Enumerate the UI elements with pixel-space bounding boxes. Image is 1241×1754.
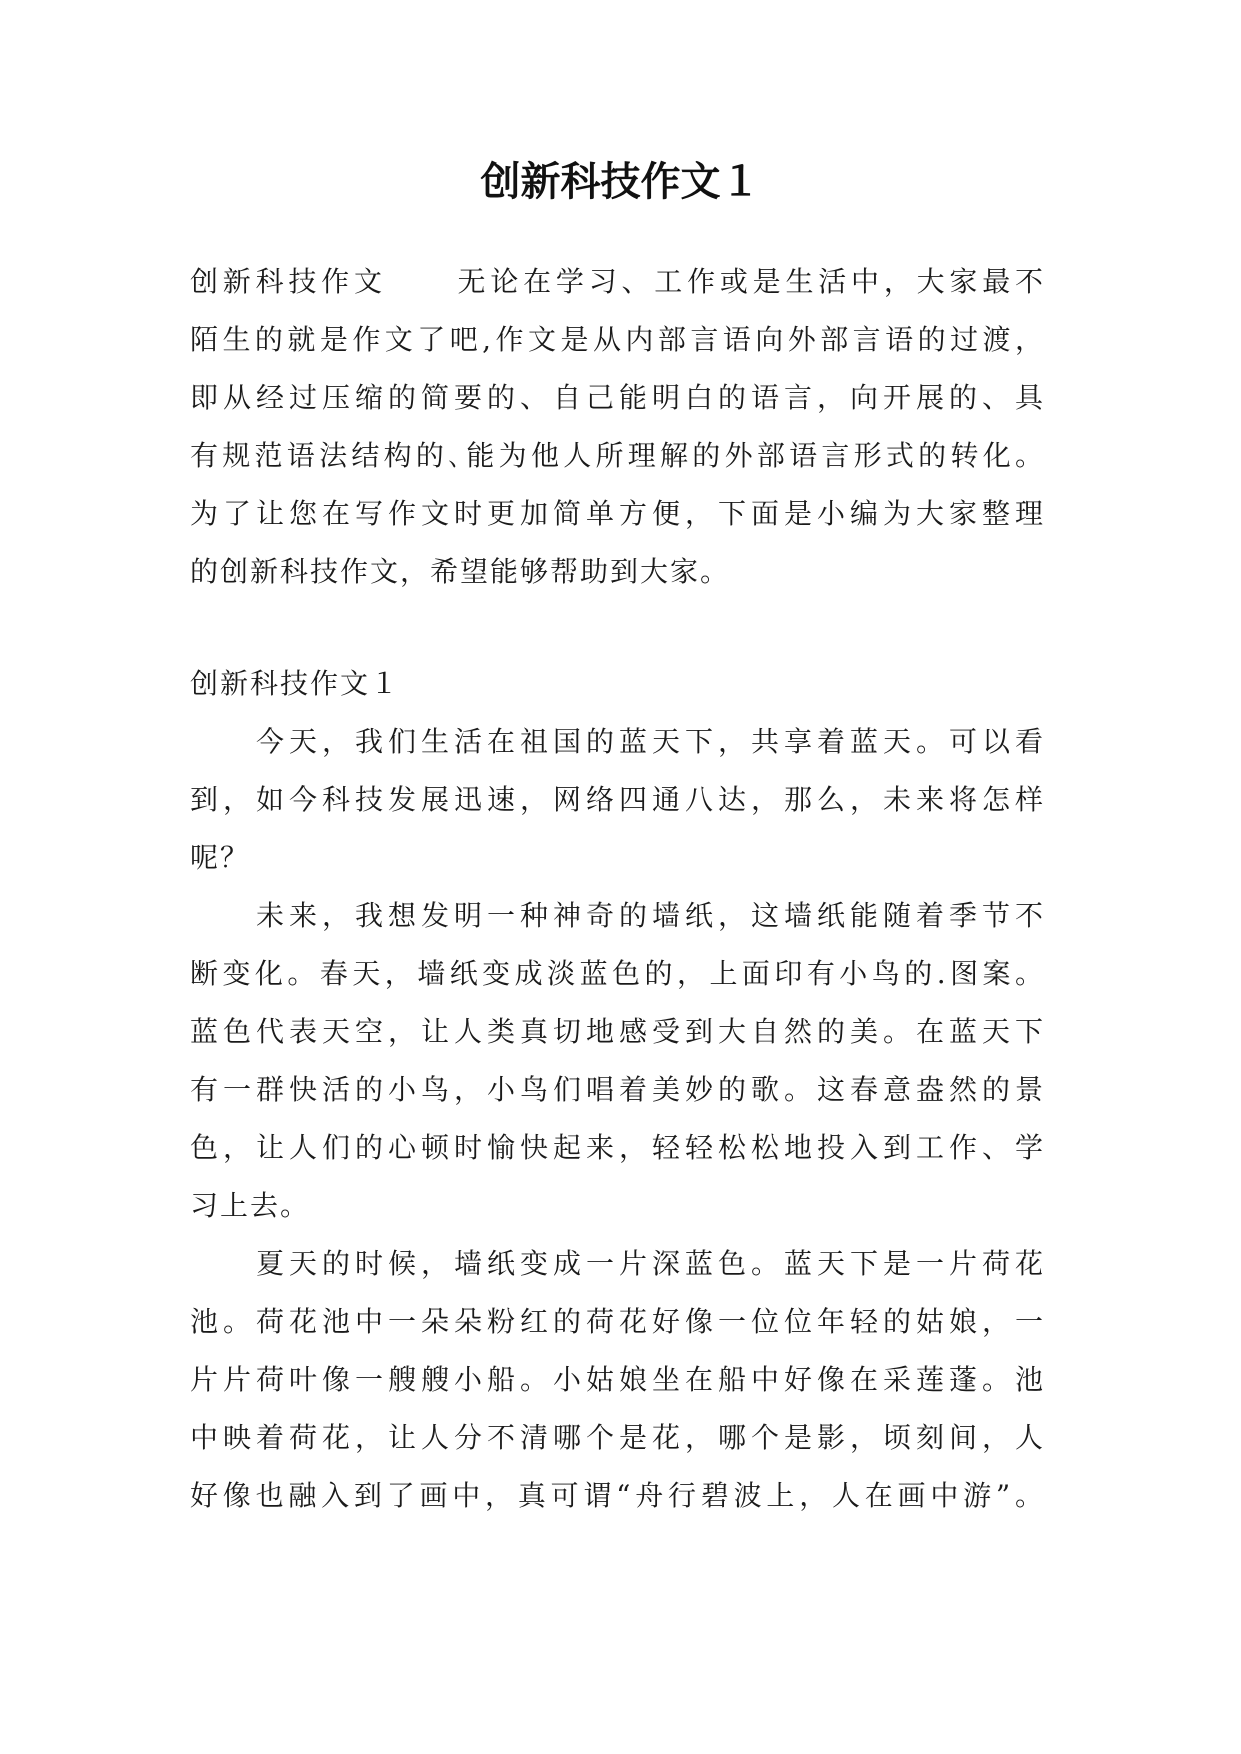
section-heading: 创新科技作文１ bbox=[190, 667, 401, 700]
intro-line-6: 的创新科技作文，希望能够帮助到大家。 bbox=[190, 555, 731, 588]
para2-line-3: 蓝色代表天空，让人类真切地感受到大自然的美。在蓝天下 bbox=[190, 1015, 1045, 1048]
para2-line-5: 色，让人们的心顿时愉快起来，轻轻松松地投入到工作、学 bbox=[190, 1131, 1045, 1164]
para1-line-2: 到，如今科技发展迅速，网络四通八达，那么，未来将怎样 bbox=[190, 783, 1045, 816]
para3-line-2: 池。荷花池中一朵朵粉红的荷花好像一位位年轻的姑娘，一 bbox=[190, 1305, 1045, 1338]
para2-line-4: 有一群快活的小鸟，小鸟们唱着美妙的歌。这春意盎然的景 bbox=[190, 1073, 1045, 1106]
intro-line-4: 有规范语法结构的､能为他人所理解的外部语言形式的转化。 bbox=[190, 439, 1045, 472]
para3-line-4: 中映着荷花，让人分不清哪个是花，哪个是影，顷刻间，人 bbox=[190, 1421, 1045, 1454]
document-title: 创新科技作文１ bbox=[480, 158, 761, 205]
para2-line-6: 习上去。 bbox=[190, 1189, 311, 1222]
intro-line-1 bbox=[190, 262, 1045, 302]
para1-line-3: 呢？ bbox=[190, 841, 251, 874]
para3-line-5: 好像也融入到了画中，真可谓“舟行碧波上，人在画中游”。 bbox=[190, 1479, 1045, 1512]
para3-line-3: 片片荷叶像一艘艘小船。小姑娘坐在船中好像在采莲蓬。池 bbox=[190, 1363, 1045, 1396]
intro-line-2: 陌生的就是作文了吧,作文是从内部言语向外部言语的过渡， bbox=[190, 323, 1045, 356]
intro-line-3: 即从经过压缩的简要的、自己能明白的语言，向开展的、具 bbox=[190, 381, 1045, 414]
intro-text-1: 无论在学习、工作或是生活中，大家最不 bbox=[454, 265, 1045, 298]
para1-line-1: 今天，我们生活在祖国的蓝天下，共享着蓝天。可以看 bbox=[256, 725, 1045, 758]
para2-line-1: 未来，我想发明一种神奇的墙纸，这墙纸能随着季节不 bbox=[256, 899, 1045, 932]
para3-line-1: 夏天的时候，墙纸变成一片深蓝色。蓝天下是一片荷花 bbox=[256, 1247, 1045, 1280]
intro-label: 创新科技作文 bbox=[190, 265, 387, 298]
intro-line-5: 为了让您在写作文时更加简单方便，下面是小编为大家整理 bbox=[190, 497, 1045, 530]
para2-line-2: 断变化。春天，墙纸变成淡蓝色的，上面印有小鸟的.图案。 bbox=[190, 957, 1045, 990]
